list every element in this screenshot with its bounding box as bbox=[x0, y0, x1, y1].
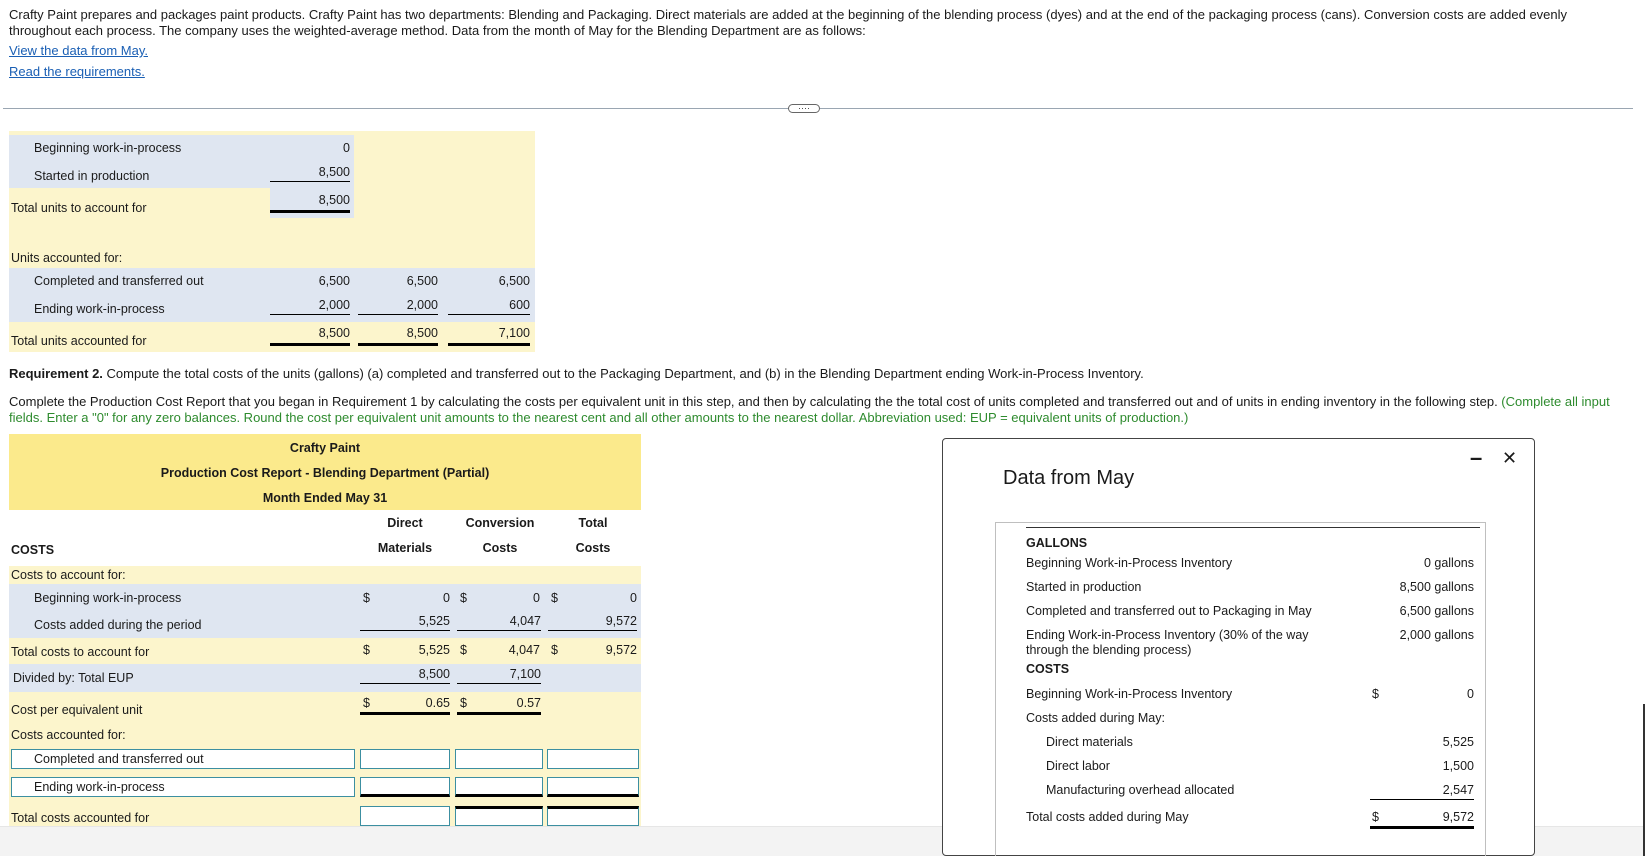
dollar-sign: $ bbox=[363, 696, 370, 710]
completed-cc-input[interactable] bbox=[455, 749, 543, 769]
total-to-account-units: 8,500 bbox=[270, 193, 350, 213]
col-tc-2: Costs bbox=[575, 541, 611, 555]
instructions-text: Complete the Production Cost Report that you began in Requirement 1 by calculating the costs per equivalent unit in this step, and then by calculating the the total cost of units completed and transferred out and of units in ending inventory in the following step. bbox=[9, 394, 1502, 409]
ending-dm-input[interactable] bbox=[360, 777, 450, 797]
divided-eup-label: Divided by: Total EUP bbox=[13, 671, 134, 685]
total-costs-dm: 5,525 bbox=[418, 643, 450, 657]
cost-beg-wip-dialog-label: Beginning Work-in-Process Inventory bbox=[1026, 687, 1233, 701]
dm-label: Direct materials bbox=[1046, 735, 1133, 749]
total-accounted-total-input[interactable] bbox=[547, 806, 639, 826]
costs-heading: COSTS bbox=[11, 543, 55, 557]
gal-completed-label: Completed and transferred out to Packaging in May bbox=[1026, 604, 1312, 618]
gallons-heading: GALLONS bbox=[1026, 536, 1088, 550]
dollar-sign: $ bbox=[1372, 810, 1379, 824]
requirement-2-text: Compute the total costs of the units (gallons) (a) completed and transferred out to the Packaging Department, and (b) in the Blending Department ending Work-in-Process Inventory. bbox=[102, 366, 1144, 381]
costs-added-may-label: Costs added during May: bbox=[1026, 711, 1165, 725]
total-accounted-label: Total units accounted for bbox=[11, 334, 147, 348]
intro-text bbox=[9, 7, 1629, 39]
total-accounted-cc: 7,100 bbox=[448, 326, 530, 346]
total-added-may-value: 9,572 bbox=[1442, 810, 1474, 824]
total-accounted-dm: 8,500 bbox=[358, 326, 438, 346]
intro-line-1: Crafty Paint prepares and packages paint products. Crafty Paint has two departments: Blending and Packaging. Direct materials are added at the beginning of the blending process (dyes) and at the end of the packaging process (cans). Conversion costs are added evenly bbox=[9, 7, 1568, 22]
total-accounted-physical: 8,500 bbox=[270, 326, 350, 346]
cost-beg-wip-total: 0 bbox=[630, 591, 637, 605]
col-tc-1: Total bbox=[578, 516, 608, 530]
minimize-button[interactable]: – bbox=[1470, 445, 1483, 470]
expand-toggle[interactable]: ···· bbox=[788, 104, 820, 113]
completed-units-cc: 6,500 bbox=[498, 274, 530, 288]
col-cc-2: Costs bbox=[482, 541, 518, 555]
cost-added-label: Costs added during the period bbox=[34, 618, 202, 632]
cost-beg-wip-dialog-value: 0 bbox=[1467, 687, 1474, 701]
cost-added-dm: 5,525 bbox=[360, 614, 450, 631]
eup-cc: 7,100 bbox=[457, 667, 541, 684]
completed-total-input[interactable] bbox=[547, 749, 639, 769]
moh-value: 2,547 bbox=[1370, 783, 1474, 800]
total-added-may-label: Total costs added during May bbox=[1026, 810, 1189, 824]
costs-accounted-label: Costs accounted for: bbox=[11, 728, 126, 742]
dollar-sign: $ bbox=[460, 643, 467, 657]
col-dm-2: Materials bbox=[377, 541, 433, 555]
eup-dm: 8,500 bbox=[360, 667, 450, 684]
dollar-sign: $ bbox=[363, 591, 370, 605]
report-company: Crafty Paint bbox=[289, 441, 361, 455]
ending-cost-label: Ending work-in-process bbox=[34, 780, 165, 794]
intro-line-2: throughout each process. The company uses the weighted-average method. Data from the month of May for the Blending Department are as follows: bbox=[9, 23, 866, 38]
report-column-header-bg bbox=[9, 510, 641, 566]
report-title: Production Cost Report - Blending Department (Partial) bbox=[160, 466, 490, 480]
total-added-may-cell bbox=[1370, 809, 1474, 829]
beginning-wip-units: 0 bbox=[343, 141, 350, 155]
dollar-sign: $ bbox=[460, 591, 467, 605]
completed-units-physical: 6,500 bbox=[318, 274, 350, 288]
cpeu-dm-cell bbox=[360, 696, 450, 715]
gal-beg-wip-label: Beginning Work-in-Process Inventory bbox=[1026, 556, 1233, 570]
ending-units-physical: 2,000 bbox=[270, 298, 350, 315]
view-data-link[interactable]: View the data from May. bbox=[9, 43, 148, 58]
cpeu-cc: 0.57 bbox=[516, 696, 541, 710]
total-costs-cc: 4,047 bbox=[508, 643, 540, 657]
cost-added-total: 9,572 bbox=[548, 614, 637, 631]
total-costs-total: 9,572 bbox=[605, 643, 637, 657]
cost-beg-wip-dm: 0 bbox=[443, 591, 450, 605]
gal-ending-value: 2,000 gallons bbox=[1399, 628, 1474, 642]
table-top-rule bbox=[1026, 527, 1480, 528]
dollar-sign: $ bbox=[460, 696, 467, 710]
dollar-sign: $ bbox=[551, 643, 558, 657]
gal-ending-label-2: through the blending process) bbox=[1026, 643, 1192, 657]
report-period: Month Ended May 31 bbox=[262, 491, 388, 505]
ending-units-label: Ending work-in-process bbox=[34, 302, 165, 316]
costs-heading-dialog: COSTS bbox=[1026, 662, 1070, 676]
read-requirements-link[interactable]: Read the requirements. bbox=[9, 64, 145, 79]
total-to-account-label: Total units to account for bbox=[11, 201, 147, 215]
instructions-note-1: (Complete all input bbox=[1501, 394, 1610, 409]
gal-beg-wip-value: 0 gallons bbox=[1423, 556, 1474, 570]
moh-label: Manufacturing overhead allocated bbox=[1046, 783, 1235, 797]
costs-to-account-label: Costs to account for: bbox=[11, 568, 126, 582]
dialog-table bbox=[995, 522, 1486, 856]
gal-completed-value: 6,500 gallons bbox=[1399, 604, 1474, 618]
completed-dm-input[interactable] bbox=[360, 749, 450, 769]
dollar-sign: $ bbox=[1372, 687, 1379, 701]
col-cc-1: Conversion bbox=[465, 516, 535, 530]
close-button[interactable]: ✕ bbox=[1502, 448, 1518, 468]
started-units: 8,500 bbox=[270, 165, 350, 182]
requirement-2 bbox=[9, 366, 1144, 381]
completed-row-label-box[interactable] bbox=[11, 749, 355, 769]
started-label: Started in production bbox=[34, 169, 150, 183]
cost-added-cc: 4,047 bbox=[457, 614, 541, 631]
dl-label: Direct labor bbox=[1046, 759, 1110, 773]
completed-units-dm: 6,500 bbox=[406, 274, 438, 288]
dm-value: 5,525 bbox=[1442, 735, 1474, 749]
dl-value: 1,500 bbox=[1442, 759, 1474, 773]
dollar-sign: $ bbox=[363, 643, 370, 657]
ending-units-cc: 600 bbox=[448, 298, 530, 315]
total-costs-accounted-label: Total costs accounted for bbox=[11, 811, 150, 825]
dialog-title: Data from May bbox=[1003, 467, 1135, 489]
completed-cost-label: Completed and transferred out bbox=[34, 752, 204, 766]
instructions bbox=[9, 394, 1629, 426]
col-dm-1: Direct bbox=[387, 516, 423, 530]
completed-units-label: Completed and transferred out bbox=[34, 274, 204, 288]
ending-total-input[interactable] bbox=[547, 777, 639, 797]
cost-beg-wip-cc: 0 bbox=[533, 591, 540, 605]
units-accounted-for-label: Units accounted for: bbox=[11, 251, 123, 265]
total-accounted-dm-input[interactable] bbox=[360, 806, 450, 826]
gal-ending-label: Ending Work-in-Process Inventory (30% of the way bbox=[1026, 628, 1309, 642]
requirement-2-bold: Requirement 2. bbox=[9, 366, 103, 381]
cpeu-cc-cell bbox=[457, 696, 541, 715]
ending-cc-input[interactable] bbox=[455, 777, 543, 797]
cost-per-eup-label: Cost per equivalent unit bbox=[11, 703, 143, 717]
dollar-sign: $ bbox=[551, 591, 558, 605]
data-dialog bbox=[942, 438, 1535, 856]
ending-units-dm: 2,000 bbox=[358, 298, 438, 315]
ending-row-label-box[interactable] bbox=[11, 777, 355, 797]
cost-beg-wip-label: Beginning work-in-process bbox=[34, 591, 182, 605]
instructions-note-2: fields. Enter a "0" for any zero balances. Round the cost per equivalent unit amounts to the nearest cent and all other amounts to the nearest dollar. Abbreviation used: EUP = equivalent units of production.) bbox=[9, 410, 1189, 425]
total-costs-label: Total costs to account for bbox=[11, 645, 150, 659]
gal-started-label: Started in production bbox=[1026, 580, 1142, 594]
gal-started-value: 8,500 gallons bbox=[1399, 580, 1474, 594]
beginning-wip-label: Beginning work-in-process bbox=[34, 141, 182, 155]
cpeu-dm: 0.65 bbox=[425, 696, 450, 710]
total-accounted-cc-input[interactable] bbox=[455, 806, 543, 826]
